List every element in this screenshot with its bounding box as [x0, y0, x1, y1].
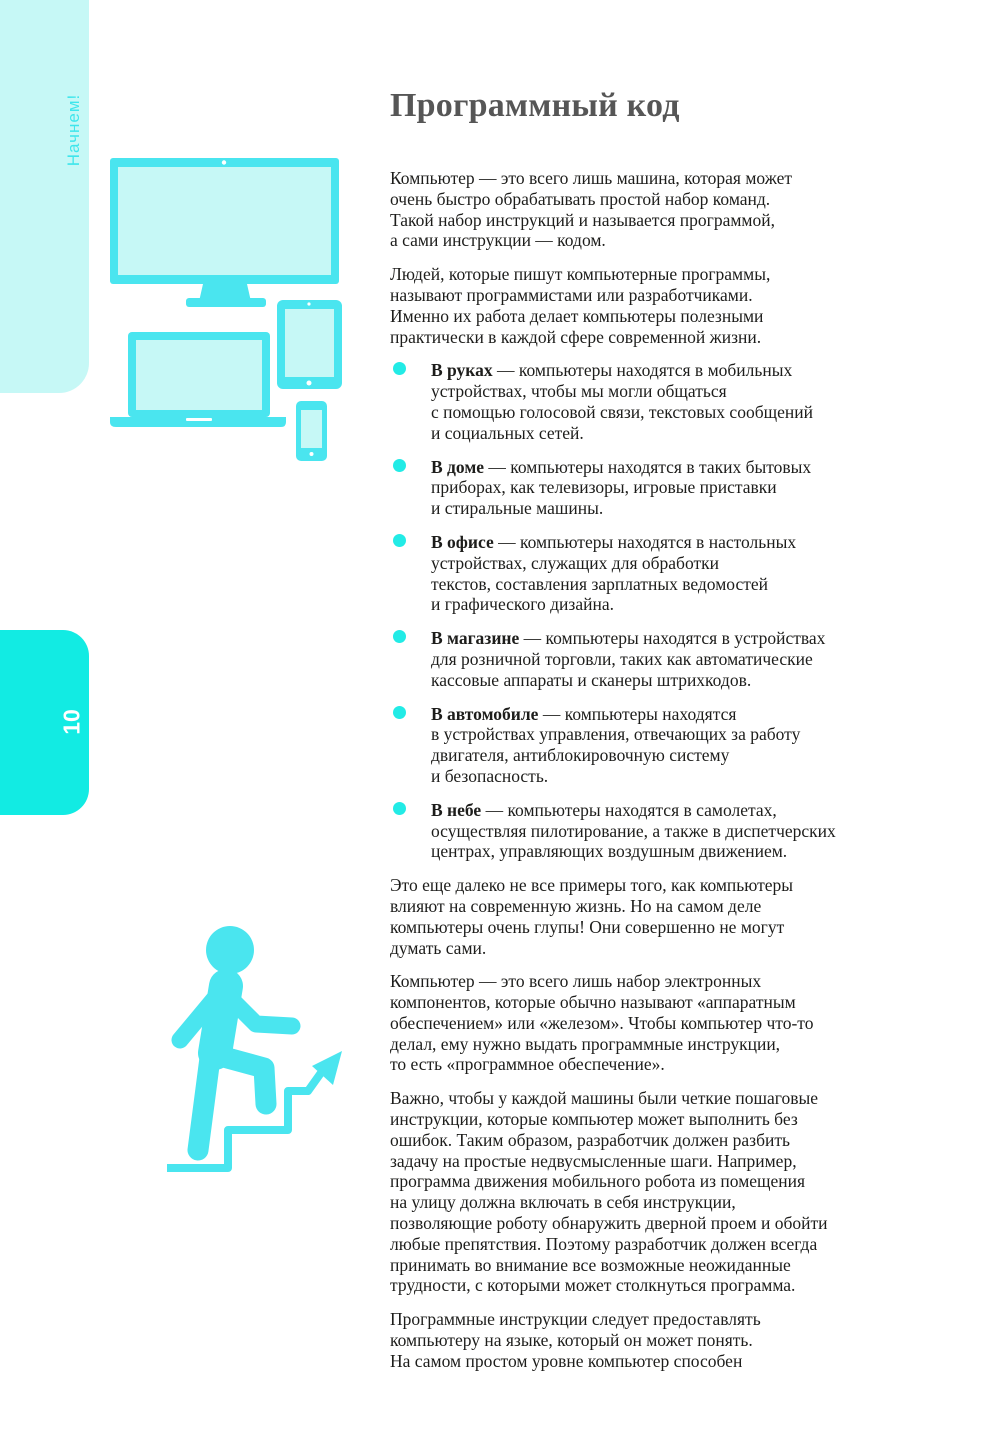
body-paragraph-4: Программные инструкции следует предоставлять компьютеру на языке, который он может понять. На самом простом уровне компьютер способен: [390, 1309, 761, 1371]
page-title: Программный код: [390, 87, 680, 124]
list-item-text: — компьютеры находятся в мобильных устройствах, чтобы мы могли общаться с помощью голосовой связи, текстовых сообщений и социальных сетей.: [431, 360, 813, 443]
list-item: [390, 628, 910, 690]
intro-paragraph-1: Компьютер — это всего лишь машина, которая может очень быстро обрабатывать простой набор команд. Такой набор инструкций и называется программой, а сами инструкции — кодом.: [390, 168, 793, 251]
list-item-text: — компьютеры находятся в устройствах управления, отвечающих за работу двигателя, антиблокировочную систему и безопасность.: [431, 703, 801, 786]
page-number: 10: [58, 709, 85, 735]
list-item-text: — компьютеры находятся в устройствах для розничной торговли, таких как автоматические кассовые аппараты и сканеры штрихкодов.: [431, 628, 826, 690]
tablet-camera: [307, 302, 310, 305]
intro-paragraph-2: Людей, которые пишут компьютерные программы, называют программистами или разработчиками. Именно их работа делает компьютеры полезными практически в каждой сфере современной жизни.: [390, 264, 771, 347]
article: [390, 80, 910, 1385]
person-climbing-stairs-icon: [160, 918, 350, 1178]
bullet-dot-icon: [393, 802, 406, 815]
monitor-camera: [222, 160, 226, 164]
person-head: [206, 926, 254, 974]
laptop-trackpad-notch: [186, 418, 212, 421]
phone-home-button: [310, 452, 314, 456]
bullet-dot-icon: [393, 362, 406, 375]
laptop-screen: [136, 340, 262, 410]
computer-uses-list: [390, 360, 910, 862]
list-item-term: В небе: [431, 799, 482, 820]
bullet-dot-icon: [393, 459, 406, 472]
list-item-term: В магазине: [431, 628, 520, 649]
section-tab: [0, 0, 89, 393]
body-paragraph-2: Компьютер — это всего лишь набор электронных компонентов, которые обычно называют «аппаратным обеспечением» или «железом». Чтобы компьютер что-то делал, ему нужно выдать программные инструкции, то есть «программное обеспечение».: [390, 971, 814, 1075]
list-item: [390, 532, 910, 615]
tablet-home-button: [307, 381, 312, 386]
list-item: [390, 704, 910, 787]
list-item: [390, 457, 910, 519]
section-label: Начнем!: [64, 93, 83, 167]
tablet-screen: [285, 309, 334, 377]
list-item: [390, 800, 910, 862]
body-paragraph-3: Важно, чтобы у каждой машины были четкие пошаговые инструкции, которые компьютер может выполнить без ошибок. Таким образом, разработчик должен разбить задачу на простые недвусмысленные шаги. Например, программа движения мобильного робота из помещения на улицу должна включать в себя инструкции, позволяющие роботу обнаружить дверной проем и обойти любые препятствия. Поэтому разработчик должен всегда принимать во внимание все возможные неожиданные трудности, с которыми может столкнуться программа.: [390, 1088, 828, 1296]
list-item-text: — компьютеры находятся в таких бытовых приборах, как телевизоры, игровые приставки и стиральные машины.: [431, 456, 812, 519]
bullet-dot-icon: [393, 706, 406, 719]
list-item-term: В офисе: [431, 531, 494, 552]
list-item: [390, 360, 910, 443]
list-item-term: В руках: [431, 360, 493, 381]
person-leg-front: [220, 1056, 266, 1104]
devices-icon: [108, 155, 348, 465]
person-leg-back: [198, 1058, 210, 1150]
monitor-base: [186, 298, 266, 307]
bullet-dot-icon: [393, 534, 406, 547]
list-item-term: В автомобиле: [431, 703, 539, 724]
list-item-text: — компьютеры находятся в самолетах, осуществляя пилотирование, а также в диспетчерских центрах, управляющих воздушным движением.: [431, 799, 836, 862]
phone-screen: [301, 410, 322, 448]
bullet-dot-icon: [393, 630, 406, 643]
list-item-text: — компьютеры находятся в настольных устройствах, служащих для обработки текстов, составления зарплатных ведомостей и графического дизайна.: [431, 531, 797, 615]
body-paragraph-1: Это еще далеко не все примеры того, как компьютеры влияют на современную жизнь. Но на самом деле компьютеры очень глупы! Они совершенно не могут думать сами.: [390, 875, 794, 958]
monitor-screen: [118, 167, 331, 275]
list-item-term: В доме: [431, 456, 485, 477]
